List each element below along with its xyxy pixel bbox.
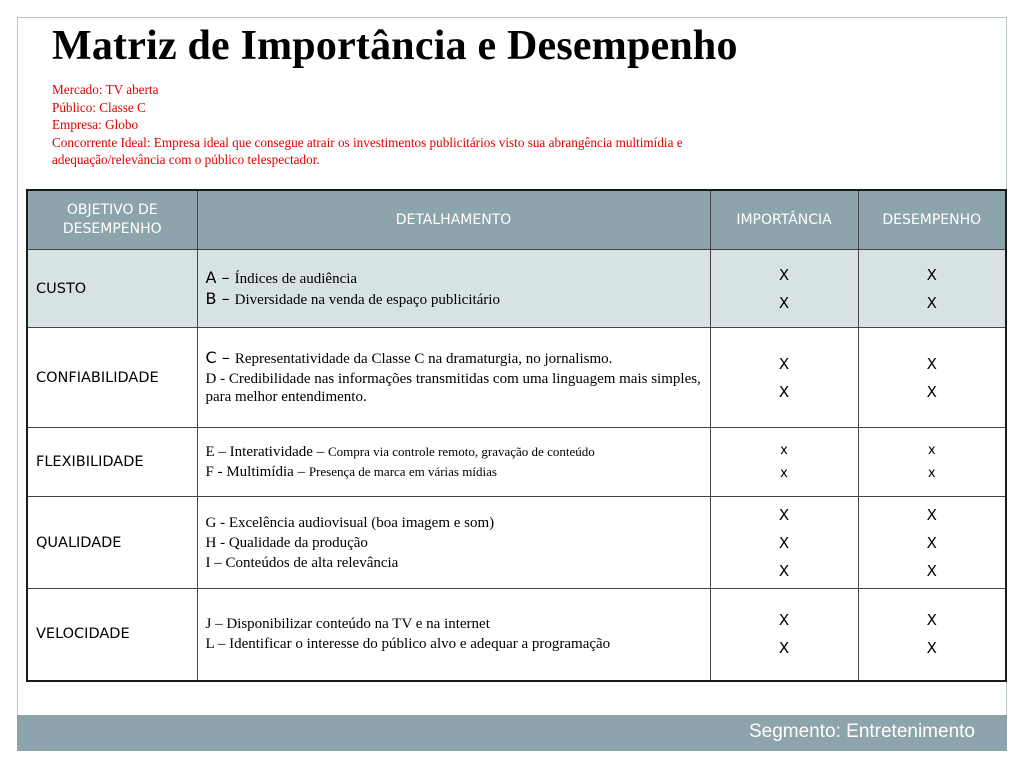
footer-segment-label: Segmento: Entretenimento — [748, 721, 975, 742]
detail-item: A – Índices de audiência — [205, 267, 358, 287]
detail-item: I – Conteúdos de alta relevância — [205, 554, 399, 571]
objetivo-cell: CONFIABILIDADE — [27, 328, 197, 428]
footer-bar — [17, 715, 1007, 751]
table-row-custo — [27, 250, 1006, 328]
desempenho-cell: X X X — [858, 497, 1006, 589]
objetivo-cell: FLEXIBILIDADE — [27, 428, 197, 497]
desempenho-cell: X X — [858, 328, 1006, 428]
detalhamento-cell — [197, 497, 710, 589]
objetivo-cell: CUSTO — [27, 250, 197, 328]
table-row-velocidade — [27, 589, 1006, 681]
detalhamento-cell — [197, 428, 710, 497]
table-row-confiabilidade — [27, 328, 1006, 428]
importancia-cell: X X — [710, 328, 858, 428]
importancia-cell: X X X — [710, 497, 858, 589]
detail-item: B – Diversidade na venda de espaço publicitário — [205, 288, 500, 308]
detalhamento-cell — [197, 250, 710, 328]
publico-text: Público: Classe C — [52, 99, 146, 115]
detail-item: E – Interatividade – Compra via controle remoto, gravação de conteúdo — [205, 444, 595, 460]
concorrente-text-line2: adequação/relevância com o público telespectador. — [52, 152, 320, 168]
detail-item: D - Credibilidade nas informações transmitidas com uma linguagem mais simples, para melhor entendimento. — [205, 371, 701, 405]
page-title: Matriz de Importância e Desempenho — [52, 23, 738, 69]
header-desempenho: DESEMPENHO — [858, 190, 1006, 250]
objetivo-cell: QUALIDADE — [27, 497, 197, 589]
empresa-text: Empresa: Globo — [52, 117, 139, 133]
table-header-row — [27, 190, 1006, 250]
header-importancia: IMPORTÂNCIA — [710, 190, 858, 250]
importancia-cell: X X — [710, 250, 858, 328]
header-detalhamento: DETALHAMENTO — [197, 190, 710, 250]
detail-item: L – Identificar o interesse do público alvo e adequar a programação — [205, 636, 611, 653]
desempenho-cell: X X — [858, 589, 1006, 681]
context-info — [52, 81, 952, 169]
detail-item: J – Disponibilizar conteúdo na TV e na internet — [205, 616, 490, 633]
detalhamento-cell — [197, 589, 710, 681]
detail-item: C – Representatividade da Classe C na dramaturgia, no jornalismo. — [205, 348, 613, 367]
detalhamento-cell — [197, 328, 710, 428]
concorrente-text-line1: Concorrente Ideal: Empresa ideal que consegue atrair os investimentos publicitários visto sua abrangência multimídia e — [52, 134, 683, 150]
desempenho-cell: x x — [858, 428, 1006, 497]
table-row-flexibilidade — [27, 428, 1006, 497]
detail-item: F - Multimídia – Presença de marca em várias mídias — [205, 464, 497, 480]
objetivo-cell: VELOCIDADE — [27, 589, 197, 681]
importancia-cell: x x — [710, 428, 858, 497]
mercado-text: Mercado: TV aberta — [52, 82, 159, 97]
desempenho-cell: X X — [858, 250, 1006, 328]
table-row-qualidade — [27, 497, 1006, 589]
detail-item: H - Qualidade da produção — [205, 534, 368, 551]
detail-item: G - Excelência audiovisual (boa imagem e som) — [205, 514, 495, 531]
importancia-cell: X X — [710, 589, 858, 681]
header-objetivo: OBJETIVO DE DESEMPENHO — [27, 190, 197, 250]
importance-performance-matrix — [26, 189, 1007, 682]
